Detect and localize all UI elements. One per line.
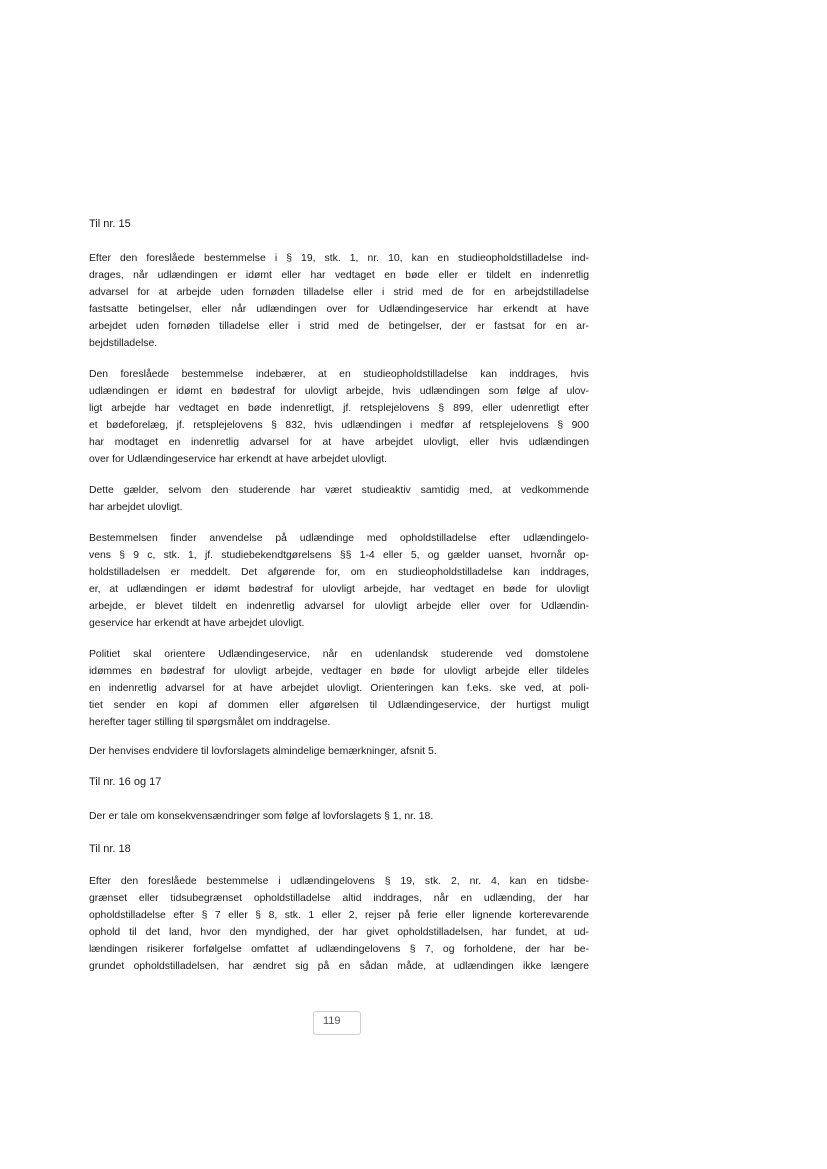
paragraph-line: drages, når udlændingen er idømt eller har vedtaget en bøde eller er tildelt en indenretlig [89, 270, 589, 281]
paragraph-line: Den foreslåede bestemmelse indebærer, at en studieopholdstilladelse kan inddrages, hvis [89, 369, 589, 380]
paragraph-line: lændingen risikerer forfølgelse omfattet af udlændingelovens § 7, og forholdene, der har be- [89, 944, 589, 955]
paragraph-line: opholdstilladelse efter § 7 eller § 8, stk. 1 eller 2, rejser på ferie eller lignende korterevarende [89, 910, 589, 921]
paragraph-line: fastsatte betingelser, eller når udlændingen over for Udlændingeservice har erkendt at have [89, 304, 589, 315]
paragraph-anvendelse [89, 530, 589, 632]
heading-text: Til nr. 18 [89, 843, 131, 855]
paragraph-line: arbejdet uden fornøden tilladelse eller i strid med de betingelser, der er fastsat for en ar- [89, 321, 589, 332]
paragraph-line: vens § 9 c, stk. 1, jf. studiebekendtgørelsens §§ 1-4 eller 5, og gælder uanset, hvornår op- [89, 550, 589, 561]
paragraph-line: bejdstilladelse. [89, 338, 158, 349]
paragraph-line: idømmes en bødestraf for ulovligt arbejde, vedtager en bøde for ulovligt arbejde eller tildeles [89, 666, 589, 677]
paragraph-line: Der er tale om konsekvensændringer som følge af lovforslagets § 1, nr. 18. [89, 811, 434, 822]
paragraph-line: grænset eller tidsubegrænset opholdstilladelse altid inddrages, når en udlænding, der har [89, 893, 589, 904]
paragraph-line: ligt arbejde har vedtaget en bøde indenretligt, jf. retsplejelovens § 899, eller udenretligt efter [89, 403, 589, 414]
paragraph-line: har modtaget en indenretlig advarsel for at have arbejdet ulovligt, eller hvis udlændingen [89, 437, 589, 448]
heading-til-nr-18 [89, 841, 589, 858]
paragraph-bestemmelse-indebaerer [89, 366, 589, 468]
heading-text: Til nr. 15 [89, 218, 131, 230]
paragraph-line: en indenretlig advarsel for at have arbejdet ulovligt. Orienteringen kan f.eks. ske ved, at poli- [89, 683, 589, 694]
paragraph-line: er, at udlændingen er idømt bødestraf for ulovligt arbejde, har vedtaget en bøde for ulovligt [89, 584, 589, 595]
paragraph-line: har arbejdet ulovligt. [89, 502, 183, 513]
paragraph-line: Dette gælder, selvom den studerende har været studieaktiv samtidig med, at vedkommende [89, 485, 589, 496]
paragraph-studieaktiv [89, 482, 589, 516]
paragraph-line: advarsel for at arbejde uden fornøden tilladelse eller i strid med de for en arbejdstilladelse [89, 287, 589, 298]
paragraph-line: tiet sender en kopi af dommen eller afgørelsen til Udlændingeservice, der hurtigst muligt [89, 700, 589, 711]
paragraph-line: grundet opholdstilladelsen, har ændret sig på en sådan måde, at udlændingen ikke længere [89, 961, 589, 972]
paragraph-line: Der henvises endvidere til lovforslagets almindelige bemærkninger, afsnit 5. [89, 746, 437, 757]
paragraph-line: holdstilladelsen er meddelt. Det afgørende for, om en studieopholdstilladelse kan inddrages, [89, 567, 589, 578]
heading-til-nr-16-og-17 [89, 774, 589, 791]
paragraph-line: geservice har erkendt at have arbejdet ulovligt. [89, 618, 305, 629]
paragraph-politiet [89, 646, 589, 731]
paragraph-konsekvensaendringer [89, 808, 589, 825]
page-number: 119 [323, 1015, 341, 1027]
paragraph-line: arbejde, er blevet tildelt en indenretlig advarsel for ulovligt arbejde eller over for Udlændin- [89, 601, 589, 612]
paragraph-line: Efter den foreslåede bestemmelse i § 19, stk. 1, nr. 10, kan en studieopholdstilladelse ind- [89, 253, 589, 264]
paragraph-line: et bødeforelæg, jf. retsplejelovens § 832, hvis udlændingen i medfør af retsplejelovens § 900 [89, 420, 589, 431]
paragraph-line: Efter den foreslåede bestemmelse i udlændingelovens § 19, stk. 2, nr. 4, kan en tidsbe- [89, 876, 589, 887]
heading-text: Til nr. 16 og 17 [89, 776, 162, 788]
paragraph-nr-15-intro [89, 250, 589, 352]
paragraph-line: ophold til det land, hvor den myndighed, der har givet opholdstilladelsen, har fundet, at ud- [89, 927, 589, 938]
heading-til-nr-15 [89, 216, 589, 233]
paragraph-line: udlændingen er idømt en bødestraf for ulovligt arbejde, hvis udlændingen som følge af ulov- [89, 386, 589, 397]
paragraph-line: herefter tager stilling til spørgsmålet om inddragelse. [89, 717, 331, 728]
paragraph-line: Politiet skal orientere Udlændingeservice, når en udenlandsk studerende ved domstolene [89, 649, 589, 660]
page-number-box [303, 1005, 361, 1041]
paragraph-henvisning [89, 743, 589, 760]
paragraph-nr-18-intro [89, 873, 589, 975]
paragraph-line: Bestemmelsen finder anvendelse på udlændinge med opholdstilladelse efter udlændingelo- [89, 533, 589, 544]
paragraph-line: over for Udlændingeservice har erkendt at have arbejdet ulovligt. [89, 454, 388, 465]
